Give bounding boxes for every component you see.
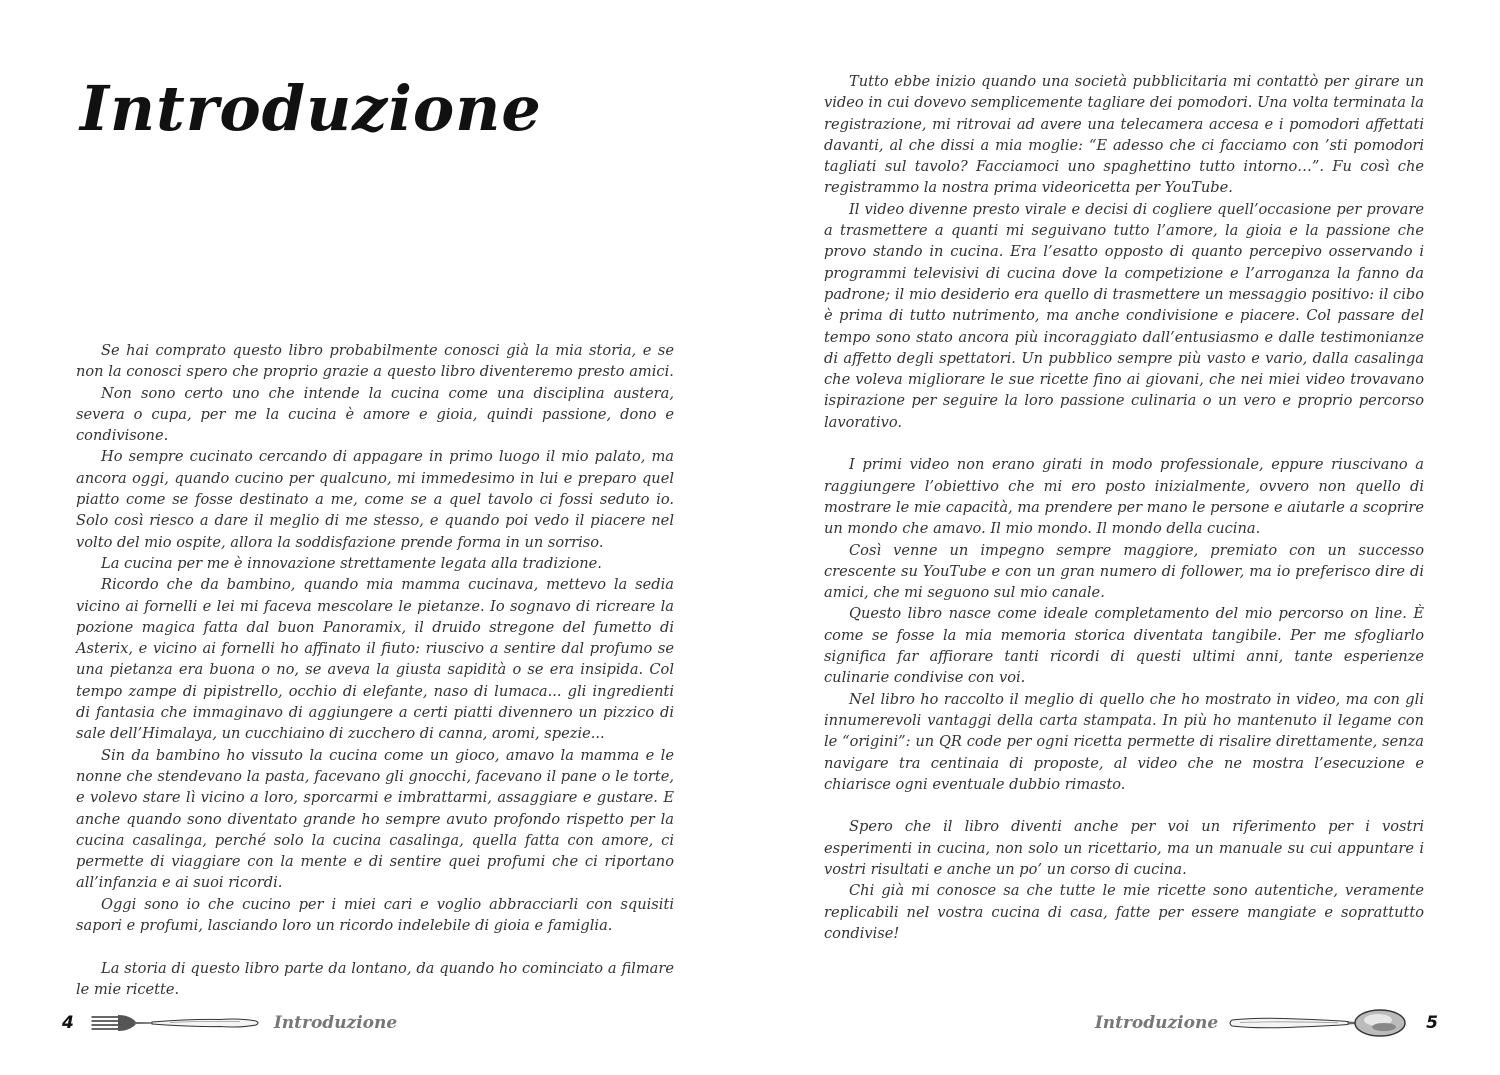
spoon-icon [1228, 1006, 1408, 1040]
paragraph: Nel libro ho raccolto il meglio di quello che ho mostrato in video, ma con gli innumerevoli vantaggi della carta stampata. In più ho mantenuto il legame con le “origini”: un QR code per ogni ricetta permette di risalire direttamente, senza navigare tra centinaia di proposte, al video che ne mostra l’esecuzione e chiarisce ogni eventuale dubbio rimasto. [824, 690, 1424, 793]
paragraph: Se hai comprato questo libro probabilmente conosci già la mia storia, e se non la conosci spero che proprio grazie a questo libro diventeremo presto amici. [76, 342, 674, 381]
paragraph: Non sono certo uno che intende la cucina come una disciplina austera, severa o cupa, per me la cucina è amore e gioia, quindi passione, dono e condivisone. [76, 384, 674, 445]
paragraph: Oggi sono io che cucino per i miei cari e voglio abbracciarli con squisiti sapori e profumi, lasciando loro un ricordo indelebile di gioia e famiglia. [76, 895, 674, 935]
chapter-title: Introduzione [80, 72, 542, 145]
paragraph: Sin da bambino ho vissuto la cucina come un gioco, amavo la mamma e le nonne che stendevano la pasta, facevano gli gnocchi, facevano il pane o le torte, e volevo stare lì vicino a loro, sporcarmi e imbrattarmi, assaggiare e gustare. E anche quando sono diventato grande ho sempre avuto profondo rispetto per la cucina casalinga, perché solo la cucina casalinga, quella fatta con amore, ci permette di viaggiare con la mente e di sentire quei profumi che ci riportano all’infanzia e ai suoi ricordi. [76, 746, 674, 892]
paragraph: Tutto ebbe inizio quando una società pubblicitaria mi contattò per girare un video in cui dovevo semplicemente tagliare dei pomodori. Una volta terminata la registrazione, mi ritrovai ad avere una telecamera accesa e i pomodori affettati davanti, al che dissi a mia moglie: “E adesso che ci facciamo con ’sti pomodori tagliati sul tavolo? Facciamoci uno spaghettino tutto intorno…”. Fu così che registrammo la nostra prima videoricetta per YouTube. [824, 73, 1424, 197]
right-body-text [824, 71, 1424, 944]
paragraph: Chi già mi conosce sa che tutte le mie ricette sono autentiche, veramente replicabili nel vostra cucina di casa, fatte per essere mangiate e soprattutto condivise! [824, 882, 1424, 942]
paragraph: Ricordo che da bambino, quando mia mamma cucinava, mettevo la sedia vicino ai fornelli e lei mi faceva mescolare le pietanze. Io sognavo di ricreare la pozione magica fatta dal buon Panoramix, il druido stregone del fumetto di Asterix, e vicino ai fornelli ho affinato il fiuto: riuscivo a sentire dal profumo se una pietanza era buona o no, se aveva la giusta sapidità o se era insipida. Col tempo zampe di pipistrello, occhio di elefante, naso di lumaca... gli ingredienti di fantasia che immaginavo di aggiungere a certi piatti divennero un pizzico di sale dell’Himalaya, un cucchiaino di zucchero di canna, aromi, spezie... [76, 576, 674, 743]
left-footer [62, 1007, 397, 1039]
right-page [750, 0, 1500, 1075]
page-number: 4 [62, 1013, 74, 1033]
left-body-text [76, 340, 674, 1000]
running-head: Introduzione [1094, 1013, 1219, 1033]
page-number: 5 [1426, 1013, 1438, 1033]
paragraph: Ho sempre cucinato cercando di appagare in primo luogo il mio palato, ma ancora oggi, quando cucino per qualcuno, mi immedesimo in lui e preparo quel piatto come se fosse destinato a me, come se a quel tavolo ci fossi seduto io. Solo così riesco a dare il meglio di me stesso, e quando poi vedo il piacere nel volto del mio ospite, allora la soddisfazione prende forma in un sorriso. [76, 448, 674, 551]
paragraph: Spero che il libro diventi anche per voi un riferimento per i vostri esperimenti in cucina, non solo un ricettario, ma un manuale su cui appuntare i vostri risultati e anche un po’ un corso di cucina. [824, 818, 1424, 878]
running-head: Introduzione [273, 1013, 398, 1033]
fork-icon [90, 1010, 262, 1036]
paragraph: Così venne un impegno sempre maggiore, premiato con un successo crescente su YouTube e con un gran numero di follower, ma io preferisco dire di amici, che mi seguono sul mio canale. [824, 541, 1424, 602]
paragraph: La cucina per me è innovazione strettamente legata alla tradizione. [101, 554, 602, 572]
paragraph: Questo libro nasce come ideale completamento del mio percorso on line. È come se fosse la mia memoria storica diventata tangibile. Per me sfogliarlo significa far affiorare tanti ricordi di questi ultimi anni, tante esperienze culinarie condivise con voi. [824, 605, 1424, 687]
paragraph: La storia di questo libro parte da lontano, da quando ho cominciato a filmare le mie ricette. [76, 959, 674, 998]
right-footer [1095, 1007, 1438, 1039]
paragraph: I primi video non erano girati in modo professionale, eppure riuscivano a raggiungere l’obiettivo che mi ero posto inizialmente, ovvero non quello di mostrare le mie capacità, ma prendere per mano le persone e aiutarle a scoprire un mondo che amavo. Il mio mondo. Il mondo della cucina. [824, 456, 1424, 538]
paragraph: Il video divenne presto virale e decisi di cogliere quell’occasione per provare a trasmettere a quanti mi seguivano tutto l’amore, la gioia e la passione che provo stando in cucina. Era l’esatto opposto di quanto percepivo osservando i programmi televisivi di cucina dove la competizione e l’arroganza la fanno da padrone; il mio desiderio era quello di trasmettere un messaggio positivo: il cibo è prima di tutto nutrimento, ma anche condivisione e piacere. Col passare del tempo sono stato ancora più incoraggiato dall’entusiasmo e dalle testimonianze di affetto degli spettatori. Un pubblico sempre più vasto e vario, dalla casalinga che voleva migliorare le sue ricette fino ai giovani, che nei miei video trovavano ispirazione per seguire la loro passione culinaria o un vero e proprio percorso lavorativo. [824, 200, 1424, 431]
